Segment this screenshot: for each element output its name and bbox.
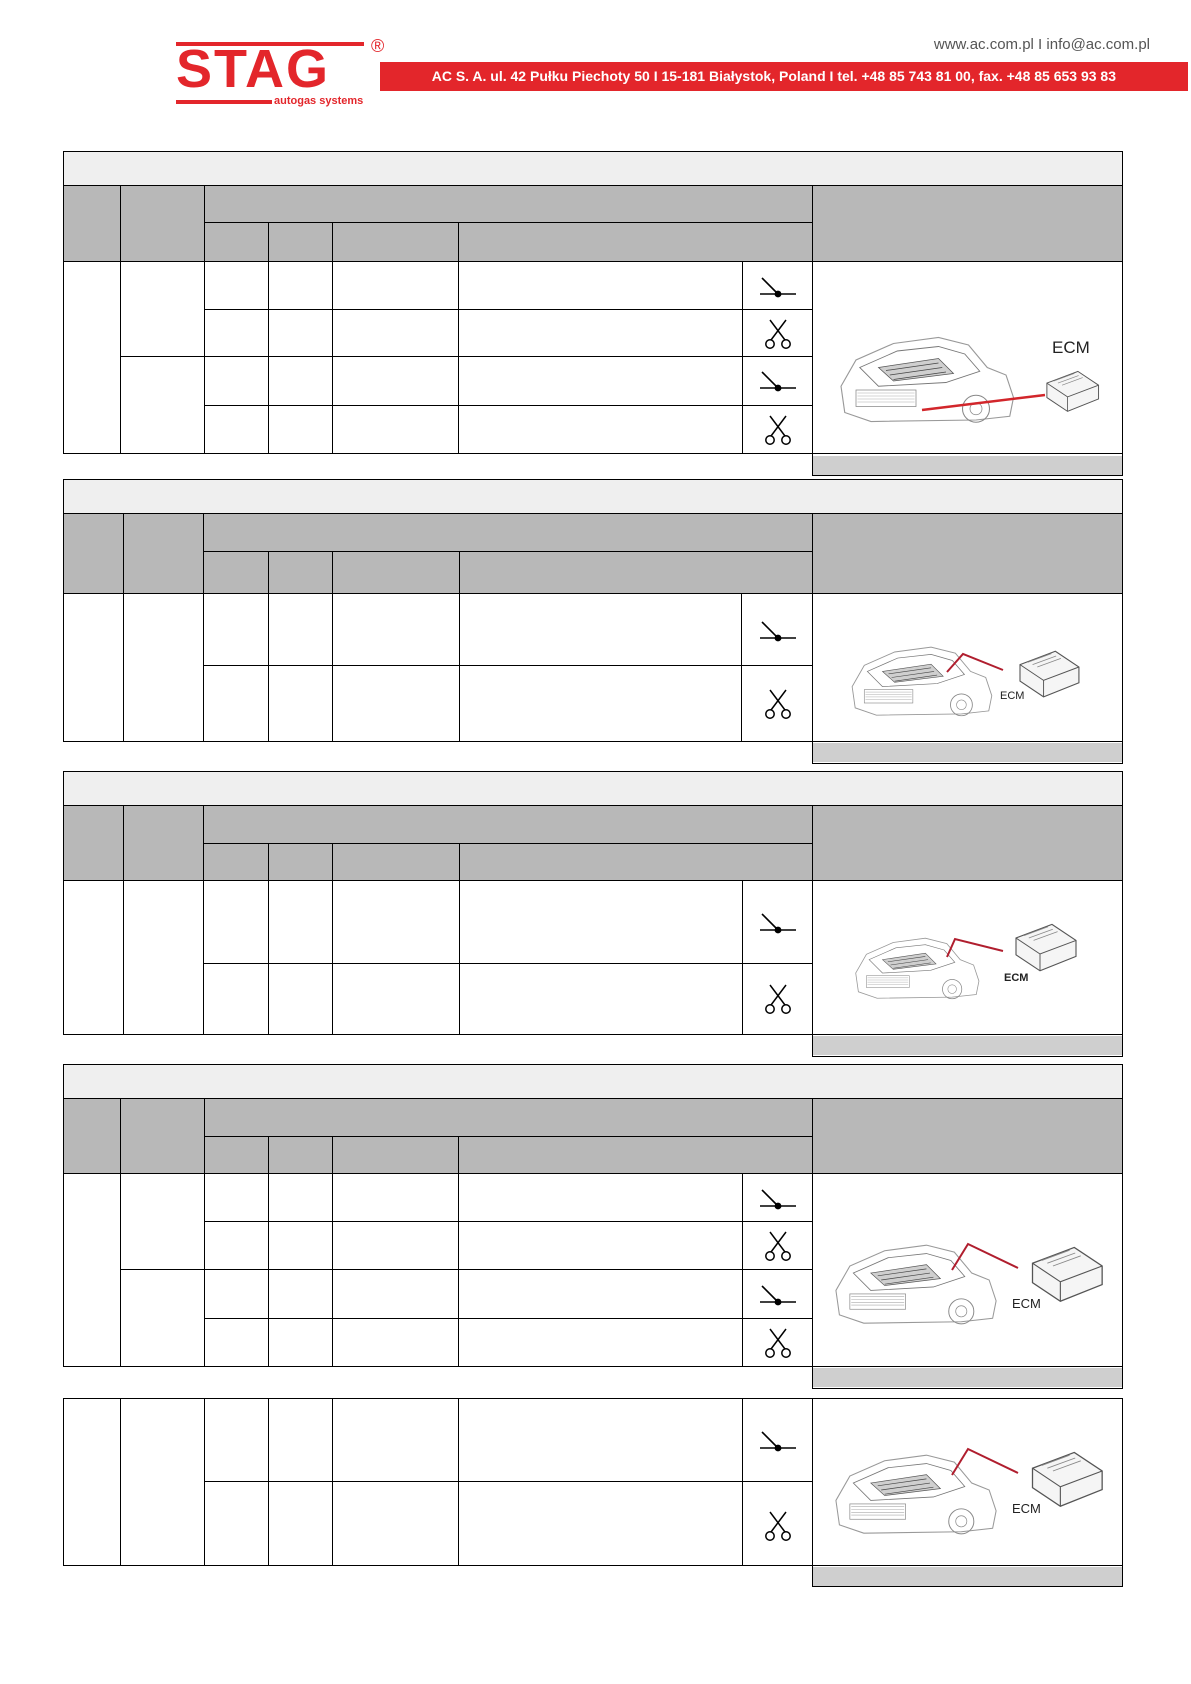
ecm-label: ECM <box>1012 1296 1041 1311</box>
logo-text: STAG <box>176 39 330 99</box>
engine-bay-image <box>845 910 995 1020</box>
ecm-label: ECM <box>1052 338 1090 357</box>
logo-subtitle: autogas systems <box>274 95 364 107</box>
section-1-title-bar <box>63 151 1123 186</box>
scissors-cut-icon <box>758 983 798 1017</box>
section-4-caption <box>813 1368 1122 1387</box>
ecm-label: ECM <box>1004 972 1029 984</box>
tap-connection-icon <box>758 364 798 398</box>
ecm-label: ECM <box>1012 1501 1041 1516</box>
tap-connection-icon <box>758 906 798 940</box>
tap-connection-icon <box>758 614 798 648</box>
engine-bay-image <box>826 310 1036 440</box>
company-address-bar: AC S. A. ul. 42 Pułku Piechoty 50 I 15-181 Białystok, Poland I tel. +48 85 743 81 00, fax. +48 85 653 93 83 <box>380 62 1188 91</box>
section-4-title-bar <box>63 1064 1123 1099</box>
section-2-title-bar <box>63 479 1123 514</box>
contact-web-email[interactable]: www.ac.com.pl I info@ac.com.pl <box>933 36 1150 53</box>
ecm-label: ECM <box>1000 690 1025 702</box>
scissors-cut-icon <box>758 1230 798 1264</box>
section-1-header <box>64 186 1122 261</box>
stag-logo <box>176 38 391 108</box>
scissors-cut-icon <box>758 414 798 448</box>
engine-bay-image <box>822 1420 1017 1560</box>
tap-connection-icon <box>758 1424 798 1458</box>
section-3-title-bar <box>63 771 1123 806</box>
section-5-caption <box>813 1567 1122 1586</box>
section-2-caption <box>813 743 1122 762</box>
ecm-unit-image <box>1000 918 1088 974</box>
scissors-cut-icon <box>758 318 798 352</box>
scissors-cut-icon <box>758 688 798 722</box>
tap-connection-icon <box>758 1278 798 1312</box>
engine-bay-image <box>822 1210 1017 1350</box>
section-1-caption <box>813 456 1122 475</box>
scissors-cut-icon <box>758 1327 798 1361</box>
registered-mark: ® <box>371 36 385 56</box>
section-3-caption <box>813 1036 1122 1055</box>
section-2-header <box>64 514 1122 593</box>
tap-connection-icon <box>758 270 798 304</box>
scissors-cut-icon <box>758 1510 798 1544</box>
tap-connection-icon <box>758 1182 798 1216</box>
